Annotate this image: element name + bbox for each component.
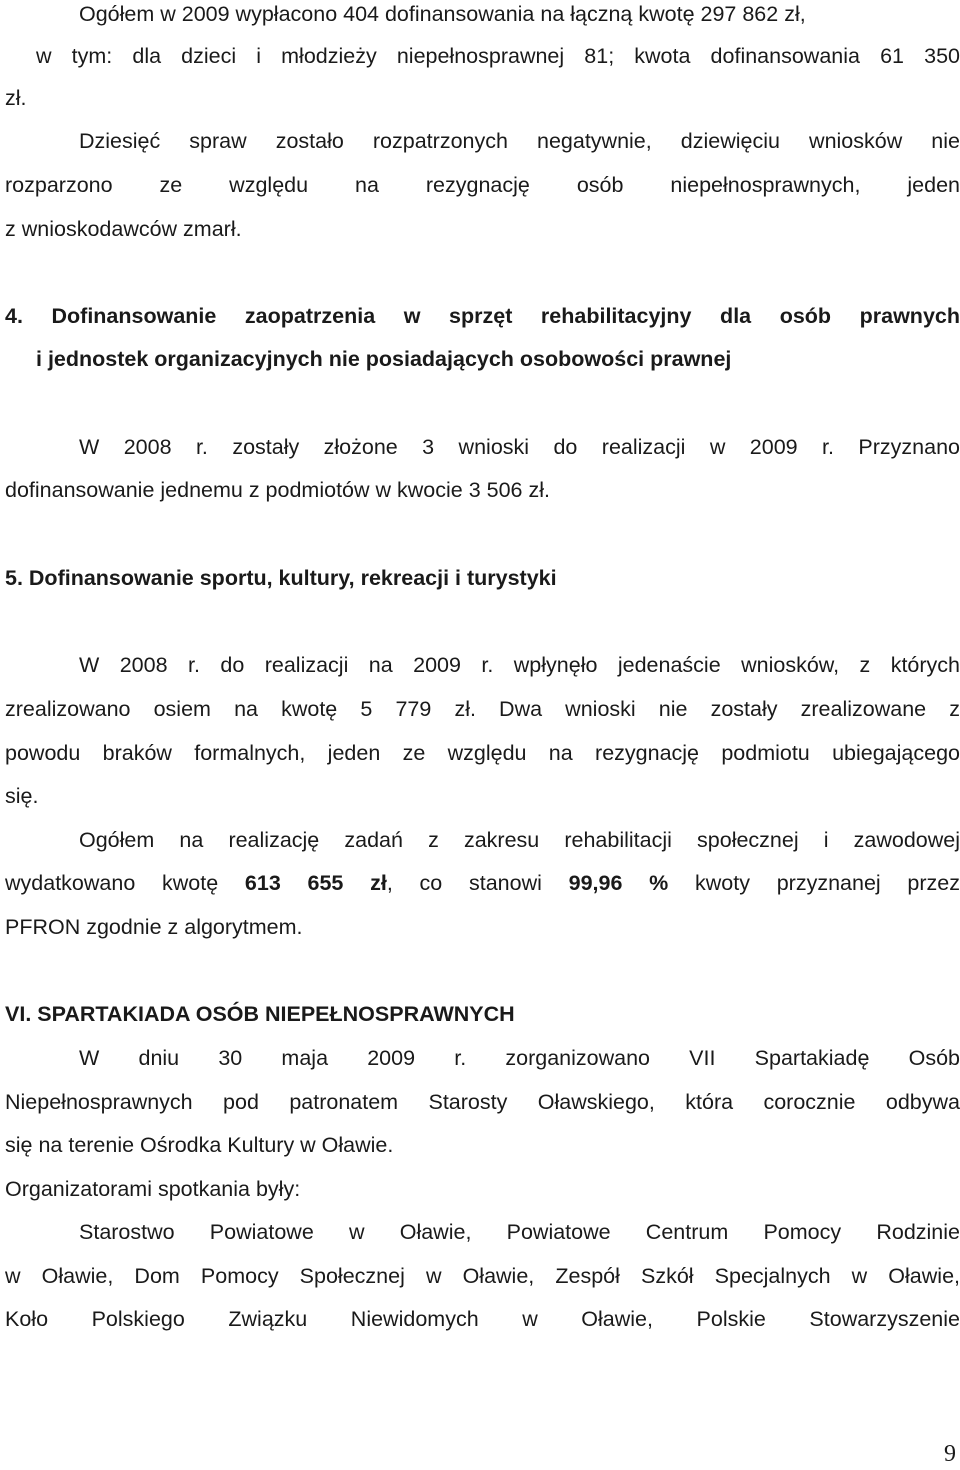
paragraph-line: Ogółem w 2009 wypłacono 404 dofinansowania na łączną kwotę 297 862 zł,: [79, 2, 806, 26]
paragraph-line: powodu braków formalnych, jeden ze względu na rezygnację podmiotu ubiegającego: [5, 741, 960, 765]
paragraph-line: się na terenie Ośrodka Kultury w Oławie.: [5, 1133, 394, 1157]
paragraph-line: Koło Polskiego Związku Niewidomych w Oławie, Polskie Stowarzyszenie: [5, 1307, 960, 1331]
amount-bold: 613 655 zł: [244, 871, 387, 895]
paragraph-line: Organizatorami spotkania były:: [5, 1177, 301, 1201]
section-heading: VI. SPARTAKIADA OSÓB NIEPEŁNOSPRAWNYCH: [5, 1002, 515, 1026]
paragraph-line: w Oławie, Dom Pomocy Społecznej w Oławie, Zespół Szkół Specjalnych w Oławie,: [5, 1264, 960, 1288]
paragraph-line: w tym: dla dzieci i młodzieży niepełnosprawnej 81; kwota dofinansowania 61 350: [36, 44, 960, 68]
page-number: 9: [944, 1441, 956, 1467]
paragraph-line: W 2008 r. do realizacji na 2009 r. wpłynęło jedenaście wniosków, z których: [79, 653, 960, 677]
paragraph-line: z wnioskodawców zmarł.: [5, 217, 242, 241]
paragraph-line: dofinansowanie jednemu z podmiotów w kwocie 3 506 zł.: [5, 478, 550, 502]
paragraph-line: zrealizowano osiem na kwotę 5 779 zł. Dwa wnioski nie zostały zrealizowane z: [5, 697, 960, 721]
percent-bold: 99,96 %: [568, 871, 669, 895]
text-run: wydatkowano kwotę: [5, 871, 245, 895]
paragraph-line: W 2008 r. zostały złożone 3 wnioski do realizacji w 2009 r. Przyznano: [79, 435, 960, 459]
paragraph-line: zł.: [5, 86, 27, 110]
paragraph-line: Niepełnosprawnych pod patronatem Starosty Oławskiego, która corocznie odbywa: [5, 1090, 960, 1114]
section-heading: 4. Dofinansowanie zaopatrzenia w sprzęt rehabilitacyjny dla osób prawnych: [5, 304, 960, 328]
text-run: kwoty przyznanej przez: [668, 871, 960, 895]
paragraph-line: rozparzono ze względu na rezygnację osób niepełnosprawnych, jeden: [5, 173, 960, 197]
section-heading: 5. Dofinansowanie sportu, kultury, rekreacji i turystyki: [5, 566, 557, 590]
paragraph-line: W dniu 30 maja 2009 r. zorganizowano VII Spartakiadę Osób: [79, 1046, 960, 1070]
paragraph-line: Ogółem na realizację zadań z zakresu rehabilitacji społecznej i zawodowej: [79, 828, 960, 852]
text-run: , co stanowi: [386, 871, 569, 895]
paragraph-line: [5, 869, 960, 897]
paragraph-line: Starostwo Powiatowe w Oławie, Powiatowe Centrum Pomocy Rodzinie: [79, 1220, 960, 1244]
paragraph-line: PFRON zgodnie z algorytmem.: [5, 915, 303, 939]
section-heading: i jednostek organizacyjnych nie posiadających osobowości prawnej: [36, 347, 732, 371]
paragraph-line: Dziesięć spraw zostało rozpatrzonych negatywnie, dziewięciu wniosków nie: [79, 129, 960, 153]
paragraph-line: się.: [5, 784, 39, 808]
